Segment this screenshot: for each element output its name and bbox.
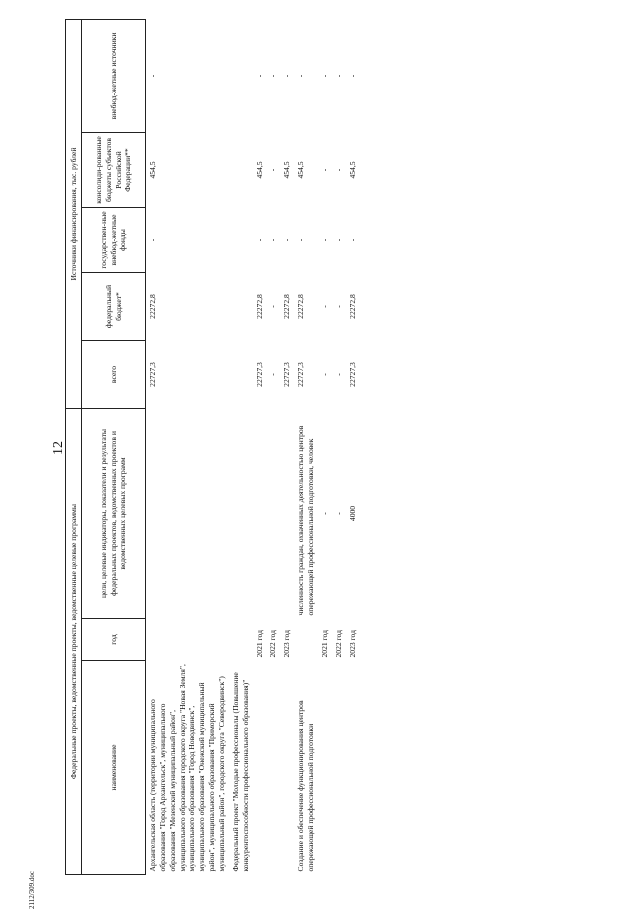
row-offbudget: - <box>254 74 264 78</box>
row-year <box>294 619 318 661</box>
group-header-financing: Источники финансирования, тыс. рублей <box>66 19 82 408</box>
row-total: 22727,3 <box>296 362 306 387</box>
row-name: Федеральный проект "Молодые профессионалы (Повышение конкурентоспособности профессионального образования)" <box>230 672 250 872</box>
table-row <box>146 19 229 874</box>
row-goal: - <box>333 512 343 515</box>
row-federal: 22272,8 <box>148 294 157 319</box>
column-header-consolidated: консолиди-рованные бюджеты субъектов Российской Федерации** <box>82 133 146 208</box>
row-total: - <box>319 373 329 376</box>
row-goal <box>280 409 294 619</box>
table-row <box>294 19 318 874</box>
row-goal <box>266 409 280 619</box>
row-year <box>146 619 229 661</box>
row-year: 2023 год <box>282 630 292 658</box>
row-offbudget: - <box>282 74 292 78</box>
row-consolidated <box>229 133 253 208</box>
row-consolidated: 454,5 <box>282 161 292 179</box>
row-consolidated: 454,5 <box>254 161 264 179</box>
document-footer: 2112/309.doc <box>28 870 36 909</box>
row-consolidated: 454,5 <box>148 161 157 179</box>
row-federal: 22272,8 <box>282 294 292 319</box>
row-consolidated: - <box>333 168 343 172</box>
row-funds: - <box>268 238 278 242</box>
column-header-year: год <box>82 619 146 661</box>
row-consolidated: 454,5 <box>347 161 357 179</box>
row-name: Создание и обеспечение функционирования центров опережающей профессиональной подготовки <box>296 700 316 872</box>
rotated-table-stage <box>65 20 625 875</box>
row-offbudget: - <box>347 74 357 78</box>
column-header-funds: государствен-ные внебюд-жетные фонды <box>82 208 146 273</box>
row-name <box>346 661 360 875</box>
row-goal: - <box>319 512 329 515</box>
row-total: 22727,3 <box>254 362 264 387</box>
row-offbudget: - <box>148 74 157 78</box>
row-consolidated: - <box>268 168 278 172</box>
row-name <box>266 661 280 875</box>
row-total: 22727,3 <box>148 362 157 387</box>
table-row <box>266 19 280 874</box>
column-header-federal: федеральный бюджет* <box>82 273 146 341</box>
row-year <box>229 619 253 661</box>
row-funds: - <box>319 238 329 242</box>
row-offbudget: - <box>319 74 329 78</box>
row-offbudget: - <box>296 74 306 78</box>
row-offbudget: - <box>268 74 278 78</box>
row-total <box>229 341 253 409</box>
page-number: 12 <box>51 441 66 455</box>
row-total: - <box>333 373 343 376</box>
row-total: - <box>268 373 278 376</box>
row-name: Архангельская область (территории муниципального образования "Город Архангельск", муниципального образования "Мезенский муниципальный район", муниципального образования городского округа "Новая Земля", муниципального образования "Город Новодвинск", муниципального образования "Онежский муниципальный район", муниципального образования "Приморский муниципальный район", городского округа "Северодвинск") <box>148 664 227 872</box>
row-goal <box>229 409 253 619</box>
row-offbudget <box>229 19 253 132</box>
row-funds: - <box>347 238 357 242</box>
row-funds: - <box>148 238 157 242</box>
row-total: 22727,3 <box>282 362 292 387</box>
column-header-name: наименование <box>82 661 146 875</box>
row-name <box>253 661 267 875</box>
row-goal: численность граждан, охваченных деятельностью центров опережающей профессиональной подготовки, человек <box>296 425 316 616</box>
row-name <box>280 661 294 875</box>
row-goal: 4000 <box>347 505 357 522</box>
table-header <box>66 19 146 874</box>
row-total: 22727,3 <box>347 362 357 387</box>
row-goal <box>253 409 267 619</box>
row-name <box>318 661 332 875</box>
row-funds: - <box>254 238 264 242</box>
column-header-offbudget: внебюд-жетные источники <box>82 19 146 132</box>
row-federal: - <box>268 305 278 308</box>
table-row <box>318 19 332 874</box>
row-funds <box>229 208 253 273</box>
row-consolidated: 454,5 <box>296 161 306 179</box>
financing-table <box>65 19 359 875</box>
row-year: 2021 год <box>319 630 329 658</box>
row-year: 2023 год <box>347 630 357 658</box>
table-row <box>346 19 360 874</box>
table-row <box>229 19 253 874</box>
table-body <box>146 19 360 874</box>
column-header-goals: цели, целевые индикаторы, показатели и результаты федеральных проектов, ведомственных проектов и ведомственных целевых программ <box>82 409 146 619</box>
table-row <box>332 19 346 874</box>
row-consolidated: - <box>319 168 329 172</box>
row-funds: - <box>296 238 306 242</box>
row-year: 2021 год <box>254 630 264 658</box>
row-year: 2022 год <box>333 630 343 658</box>
row-year: 2022 год <box>268 630 278 658</box>
row-federal: 22272,8 <box>347 294 357 319</box>
table-row <box>253 19 267 874</box>
row-federal: 22272,8 <box>254 294 264 319</box>
row-funds: - <box>282 238 292 242</box>
table-row <box>280 19 294 874</box>
row-funds: - <box>333 238 343 242</box>
row-federal: - <box>319 305 329 308</box>
row-federal: 22272,8 <box>296 294 306 319</box>
group-header-projects: Федеральные проекты, ведомственные проекты, ведомственные целевые программы <box>66 409 82 875</box>
row-goal <box>146 409 229 619</box>
row-name <box>332 661 346 875</box>
row-federal <box>229 273 253 341</box>
column-header-total: всего <box>82 341 146 409</box>
row-federal: - <box>333 305 343 308</box>
row-offbudget: - <box>333 74 343 78</box>
